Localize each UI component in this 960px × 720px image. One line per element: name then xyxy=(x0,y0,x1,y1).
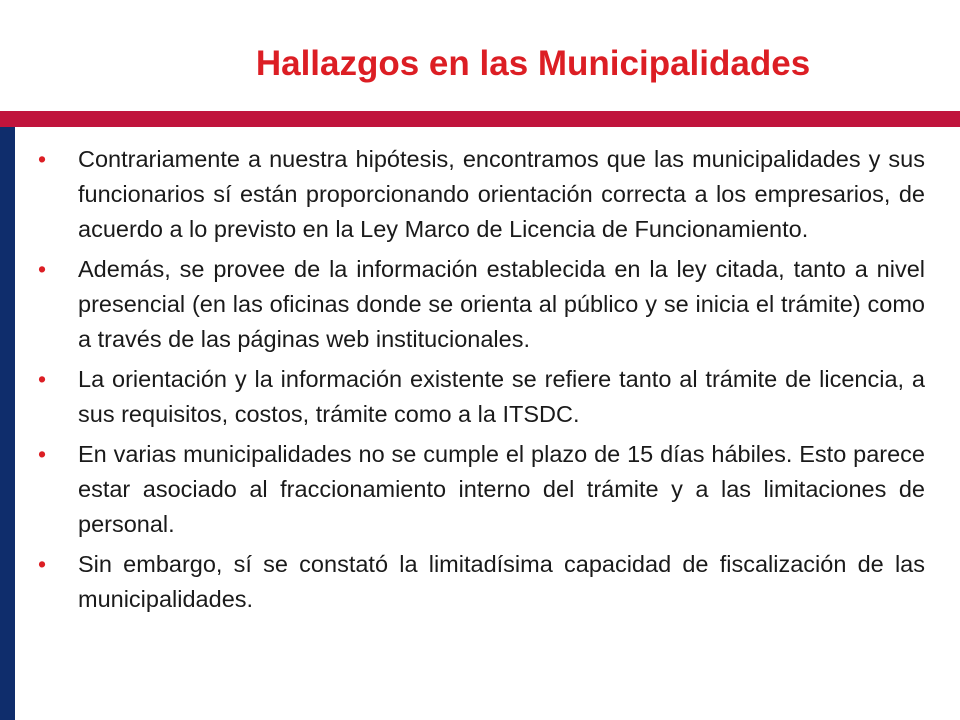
top-accent-bar xyxy=(0,111,960,127)
bullet-icon: • xyxy=(38,441,47,467)
bullet-item xyxy=(30,547,925,617)
bullet-text: Contrariamente a nuestra hipótesis, encontramos que las municipalidades y sus funcionarios sí están proporcionando orientación correcta a los empresarios, de acuerdo a lo previsto en la Ley Marco de Licencia de Funcionamiento. xyxy=(78,146,925,242)
slide-title: Hallazgos en las Municipalidades xyxy=(255,44,811,83)
bullet-text: En varias municipalidades no se cumple el plazo de 15 días hábiles. Esto parece estar asociado al fraccionamiento interno del trámite y a las limitaciones de personal. xyxy=(78,441,925,537)
bullet-icon: • xyxy=(38,146,47,172)
bullet-text: Sin embargo, sí se constató la limitadísima capacidad de fiscalización de las municipalidades. xyxy=(78,551,925,612)
bullet-text: Además, se provee de la información establecida en la ley citada, tanto a nivel presencial (en las oficinas donde se orienta al público y se inicia el trámite) como a través de las páginas web institucionales. xyxy=(78,256,925,352)
bullet-item xyxy=(30,362,925,432)
bullet-icon: • xyxy=(38,366,47,392)
bullet-text: La orientación y la información existente se refiere tanto al trámite de licencia, a sus requisitos, costos, trámite como a la ITSDC. xyxy=(78,366,925,427)
bullet-item xyxy=(30,252,925,357)
bullet-item xyxy=(30,437,925,542)
bullet-item xyxy=(30,142,925,247)
bullet-icon: • xyxy=(38,551,47,577)
bullet-list xyxy=(30,142,925,622)
left-accent-bar xyxy=(0,127,15,720)
bullet-icon: • xyxy=(38,256,47,282)
